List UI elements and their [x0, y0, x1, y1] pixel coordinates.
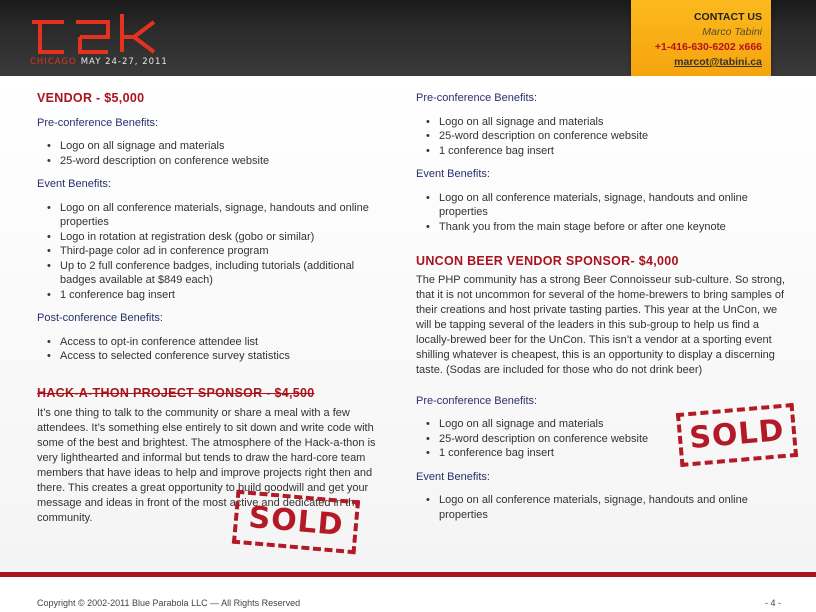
list-item: • Logo on all signage and materials — [47, 139, 387, 154]
list-item: • Access to selected conference survey statistics — [47, 349, 387, 364]
sold-stamp: SOLD — [676, 403, 798, 467]
vendor-post-list — [47, 335, 387, 364]
list-item: • Logo on all signage and materials — [426, 115, 786, 130]
list-item: • Logo on all conference materials, signage, handouts and online properties — [47, 201, 387, 230]
vendor-pre-heading: Pre-conference Benefits: — [37, 116, 159, 129]
list-item: • Access to opt-in conference attendee list — [47, 335, 387, 350]
vendor-pre-list — [47, 139, 387, 168]
list-item: • 25-word description on conference website — [47, 154, 387, 169]
list-item: • Up to 2 full conference badges, including tutorials (additional badges available at $849 each) — [47, 259, 387, 288]
uncon-event-list — [426, 493, 786, 522]
vendor-title: VENDOR - $5,000 — [37, 91, 145, 105]
list-item: • 1 conference bag insert — [47, 288, 387, 303]
uncon-pre-heading: Pre-conference Benefits: — [416, 394, 538, 407]
sold-stamp: SOLD — [232, 490, 360, 555]
hackathon-title: HACK-A-THON PROJECT SPONSOR - $4,500 — [37, 385, 315, 400]
list-item: • Logo on all signage and materials — [426, 417, 786, 432]
uncon-title: UNCON BEER VENDOR SPONSOR- $4,000 — [416, 254, 679, 268]
copyright-text: Copyright © 2002-2011 Blue Parabola LLC — All Rights Reserved — [37, 598, 301, 608]
list-item: • 25-word description on conference website — [426, 129, 786, 144]
page-number: - 4 - — [764, 598, 781, 608]
top-pre-list — [426, 115, 786, 159]
top-pre-heading: Pre-conference Benefits: — [416, 92, 538, 104]
list-item: • 1 conference bag insert — [426, 144, 786, 159]
list-item: • 1 conference bag insert — [426, 446, 786, 461]
footer-rule — [0, 572, 816, 577]
top-event-heading: Event Benefits: — [416, 168, 490, 180]
top-event-list — [426, 191, 786, 235]
uncon-event-heading: Event Benefits: — [416, 470, 490, 483]
list-item: • Third-page color ad in conference program — [47, 244, 387, 259]
contact-heading: CONTACT US — [693, 11, 762, 23]
list-item: • Logo on all conference materials, signage, handouts and online properties — [426, 191, 786, 220]
page-content — [0, 76, 816, 572]
list-item: • Logo in rotation at registration desk (gobo or similar) — [47, 230, 387, 245]
contact-phone: +1-416-630-6202 x666 — [654, 41, 762, 53]
vendor-event-heading: Event Benefits: — [37, 178, 111, 190]
list-item: • Logo on all conference materials, signage, handouts and online properties — [426, 493, 786, 522]
list-item: • Thank you from the main stage before or after one keynote — [426, 220, 786, 235]
hackathon-description: It’s one thing to talk to the community or share a meal with a few attendees. It’s something else entirely to sit down and write code with some of the best and brightest. The atmosphere of the Hack-a-thon is very lighthearted and informal but tends to draw the hard-core team members that have ideas to help and improve projects right then and there. This creates a great opportunity to build goodwill and get your message and ideas in front of the most active and dedicated in the community. — [37, 407, 376, 524]
contact-box — [631, 0, 771, 87]
contact-name: Marco Tabini — [702, 26, 762, 38]
vendor-post-heading: Post-conference Benefits: — [37, 312, 163, 324]
uncon-description: The PHP community has a strong Beer Connoisseur sub-culture. So strong, that it is not uncommon for several of the home-brewers to bring samples of their creations and host private tasting parties. This year at the UnCon, we will be tapping several of the leaders in this sub-group to help us find a locally-brewed beer for the UnCon. This isn’t a vendor at a sporting event shilling whatever is cheapest, this is an opportunity to display a discerning taste. (Sodas are included for those who do not drink beer) — [416, 273, 786, 376]
left-column — [37, 76, 387, 526]
logo-subtitle: CHICAGO MAY 24-27, 2011 — [30, 57, 168, 67]
contact-email-link[interactable]: marcot@tabini.ca — [674, 56, 762, 68]
footer — [37, 598, 781, 608]
list-item: • 25-word description on conference website — [426, 432, 786, 447]
tek-logo — [30, 10, 160, 56]
vendor-event-list — [47, 201, 387, 303]
